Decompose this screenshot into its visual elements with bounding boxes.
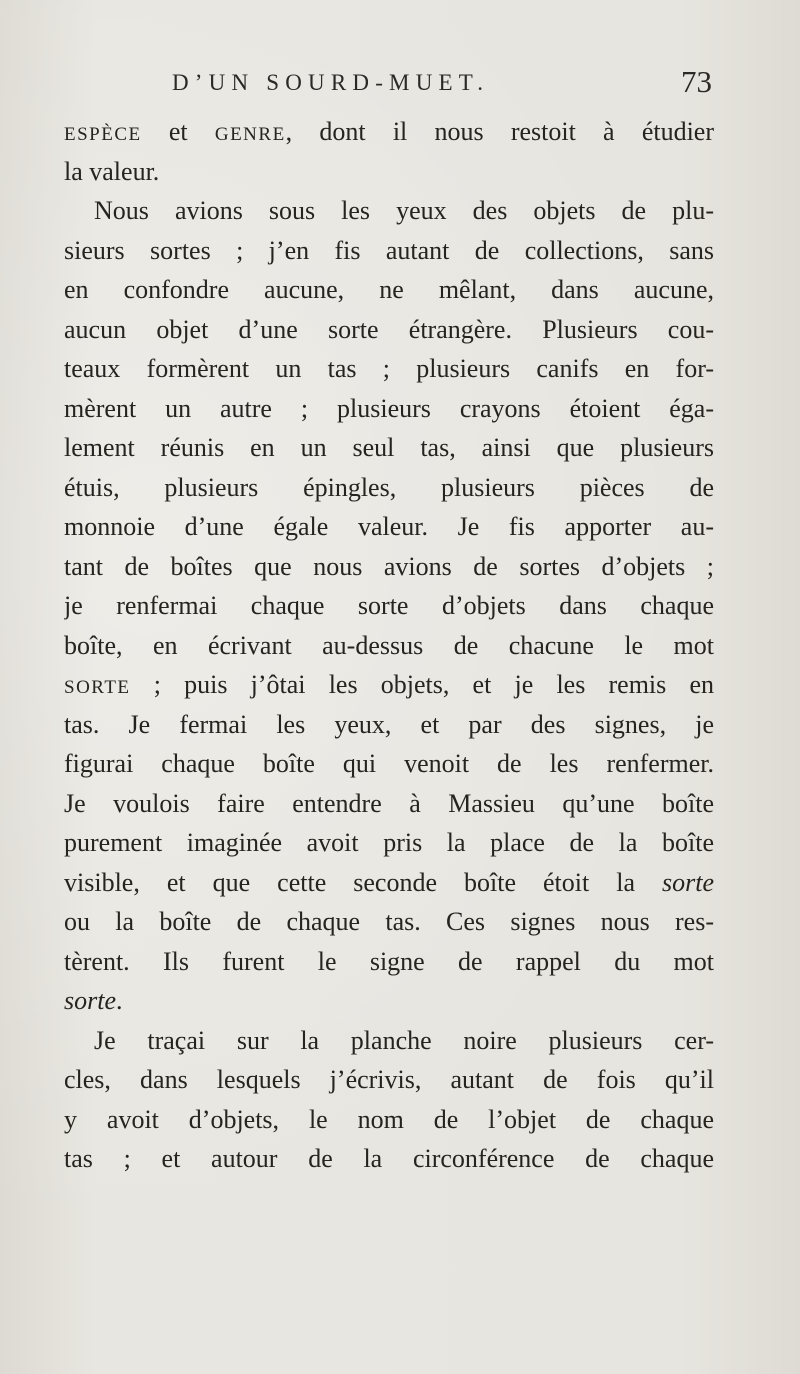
text-segment: Nous avions sous les yeux des objets de plu- (94, 196, 714, 225)
text-segment: en confondre aucune, ne mêlant, dans aucune, (64, 275, 714, 304)
text-segment: purement imaginée avoit pris la place de la boîte (64, 828, 714, 857)
text-line (64, 468, 714, 508)
italic-term: sorte (662, 867, 714, 897)
text-segment: ; puis j’ôtai les objets, et je les remis en (130, 670, 714, 699)
text-segment: étuis, plusieurs épingles, plusieurs pièces de (64, 472, 714, 502)
text-line (64, 823, 714, 863)
text-line (64, 863, 714, 903)
italic-term: sorte (64, 986, 116, 1015)
text-segment: tant de boîtes que nous avions de sortes d’objets ; (64, 551, 714, 581)
text-line (64, 152, 714, 192)
text-segment: Je voulois faire entendre à Massieu qu’une boîte (64, 788, 714, 818)
page-number: 73 (681, 64, 712, 99)
page-header (66, 64, 712, 108)
text-line (64, 428, 714, 468)
text-line (64, 389, 714, 429)
text-segment: Je traçai sur la planche noire plusieurs cer- (94, 1025, 714, 1055)
text-segment: je renfermai chaque sorte d’objets dans chaque (64, 591, 714, 620)
text-segment: . (116, 986, 123, 1015)
text-line (64, 665, 714, 705)
text-line (64, 112, 714, 152)
small-caps-term: SORTE (64, 677, 131, 698)
text-segment: boîte, en écrivant au-dessus de chacune le mot (64, 630, 714, 660)
small-caps-term: GENRE (214, 124, 286, 145)
text-line (64, 1139, 714, 1179)
text-segment: la valeur. (64, 156, 160, 186)
text-line (64, 191, 714, 231)
text-segment: lement réunis en un seul tas, ainsi que plusieurs (64, 433, 714, 462)
text-segment: y avoit d’objets, le nom de l’objet de chaque (64, 1104, 714, 1134)
text-line (64, 310, 714, 350)
text-segment: figurai chaque boîte qui venoit de les renfermer. (64, 749, 714, 778)
text-line (64, 547, 714, 587)
text-segment: mèrent un autre ; plusieurs crayons étoient éga- (64, 393, 714, 423)
text-segment: sieurs sortes ; j’en fis autant de collections, sans (64, 235, 714, 265)
text-segment: aucun objet d’une sorte étrangère. Plusieurs cou- (64, 314, 714, 344)
text-line (64, 981, 714, 1021)
text-segment: cles, dans lesquels j’écrivis, autant de fois qu’il (64, 1065, 714, 1094)
text-segment: tas ; et autour de la circonférence de chaque (64, 1144, 714, 1173)
text-segment: monnoie d’une égale valeur. Je fis apporter au- (64, 512, 714, 541)
text-line (64, 231, 714, 271)
text-line (64, 942, 714, 982)
text-line (64, 705, 714, 745)
text-line (64, 784, 714, 824)
text-segment: teaux formèrent un tas ; plusieurs canifs en for- (64, 354, 714, 383)
text-line (64, 744, 714, 784)
text-line (64, 1060, 714, 1100)
text-line (64, 1021, 714, 1061)
text-segment: tèrent. Ils furent le signe de rappel du mot (64, 946, 714, 976)
text-line (64, 270, 714, 310)
text-line (64, 349, 714, 389)
running-head: D’UN SOURD-MUET. (172, 70, 490, 95)
text-line (64, 902, 714, 942)
text-line (64, 507, 714, 547)
text-segment: visible, et que cette seconde boîte étoit la (64, 867, 662, 897)
text-segment: ou la boîte de chaque tas. Ces signes nous res- (64, 907, 714, 936)
body-text (64, 112, 714, 1179)
text-line (64, 1100, 714, 1140)
text-line (64, 626, 714, 666)
text-segment: , dont il nous restoit à étudier (285, 117, 714, 146)
small-caps-term: ESPÈCE (64, 124, 142, 145)
text-segment: et (141, 117, 215, 146)
text-segment: tas. Je fermai les yeux, et par des signes, je (64, 709, 714, 739)
text-line (64, 586, 714, 626)
